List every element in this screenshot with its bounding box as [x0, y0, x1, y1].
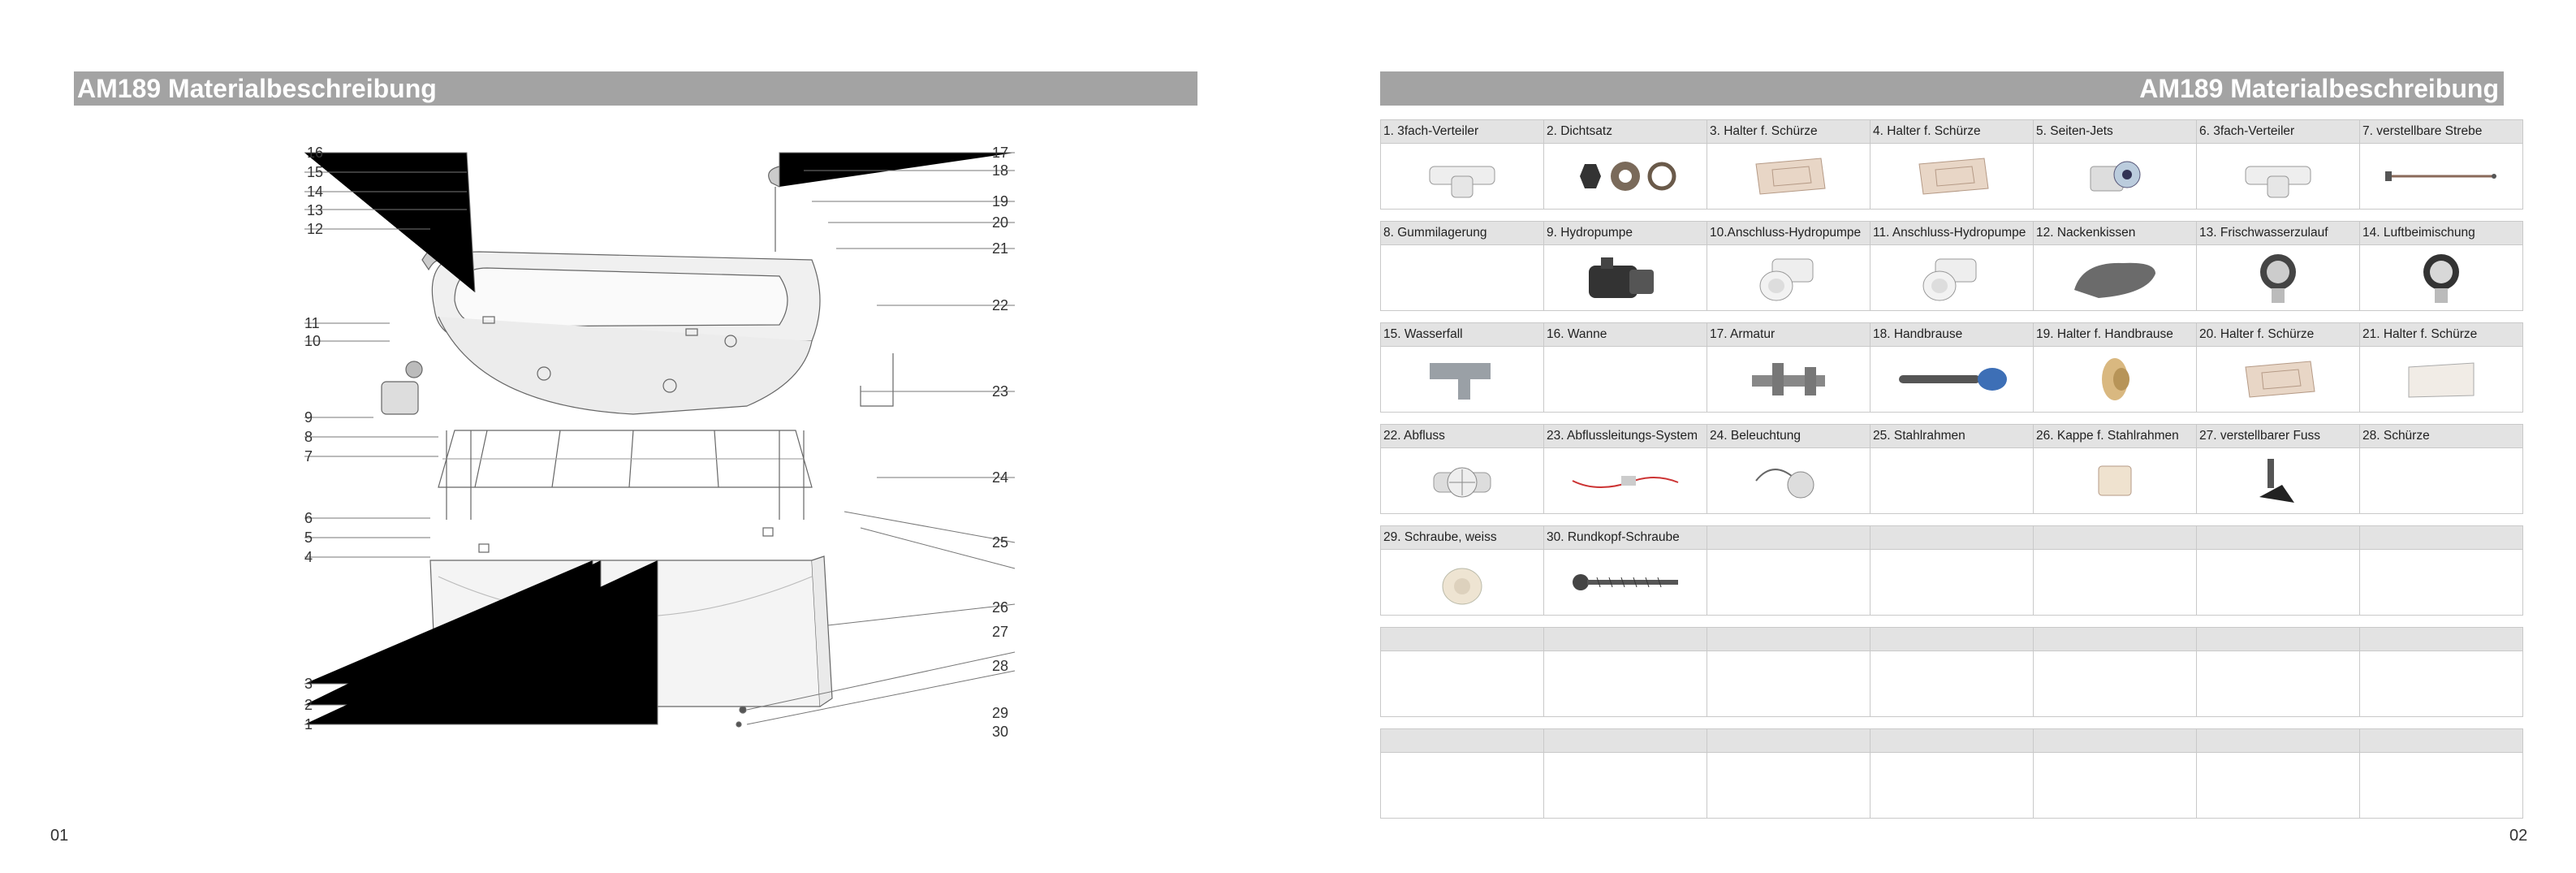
callout-13: 13 — [307, 202, 324, 218]
row-spacer — [2197, 717, 2360, 729]
part-image-cell — [2360, 347, 2523, 413]
part-image-cell — [2360, 144, 2523, 210]
part-image-cell — [2197, 448, 2360, 514]
seal-set-icon — [1544, 156, 1707, 197]
part-label: 7. verstellbare Strebe — [2360, 120, 2523, 144]
part-image-cell — [1871, 550, 2034, 616]
row-spacer — [1544, 210, 1707, 222]
row-spacer — [1871, 413, 2034, 425]
row-spacer — [1871, 717, 2034, 729]
part-image-cell — [2197, 144, 2360, 210]
part-label — [1707, 729, 1871, 753]
row-spacer — [2197, 210, 2360, 222]
callout-26: 26 — [992, 599, 1009, 616]
part-label: 2. Dichtsatz — [1544, 120, 1707, 144]
row-spacer — [1381, 514, 1544, 526]
part-image-cell — [1871, 448, 2034, 514]
part-image-cell — [1544, 144, 1707, 210]
row-spacer — [2197, 311, 2360, 323]
part-image-cell — [1381, 448, 1544, 514]
row-spacer — [1871, 514, 2034, 526]
callout-28: 28 — [992, 658, 1009, 674]
row-spacer — [1544, 413, 1707, 425]
row-spacer — [1381, 616, 1544, 628]
air-mixer-icon — [2360, 249, 2522, 306]
neck-pillow-icon — [2034, 253, 2196, 302]
callout-21: 21 — [992, 240, 1009, 257]
part-image-cell — [2034, 245, 2197, 311]
part-label: 21. Halter f. Schürze — [2360, 323, 2523, 347]
callout-15: 15 — [307, 164, 324, 180]
part-image-cell — [2197, 550, 2360, 616]
part-label: 10.Anschluss-Hydropumpe — [1707, 222, 1871, 245]
part-label — [2360, 729, 2523, 753]
apron-holder-icon — [1871, 152, 2033, 201]
part-label — [1871, 526, 2034, 550]
part-image-cell — [1381, 245, 1544, 311]
part-label: 16. Wanne — [1544, 323, 1707, 347]
row-spacer — [1544, 717, 1707, 729]
part-label — [2360, 628, 2523, 651]
part-image-cell — [1707, 448, 1871, 514]
part-label: 4. Halter f. Schürze — [1871, 120, 2034, 144]
row-spacer — [1707, 616, 1871, 628]
exploded-bathtub-diagram — [292, 138, 1023, 755]
row-spacer — [2360, 717, 2523, 729]
part-image-cell — [2034, 144, 2197, 210]
row-spacer — [1871, 210, 2034, 222]
pump-connector-icon — [1707, 249, 1870, 306]
part-label — [2034, 628, 2197, 651]
part-label — [1381, 628, 1544, 651]
callout-1: 1 — [304, 716, 313, 733]
part-label: 28. Schürze — [2360, 425, 2523, 448]
part-image-cell — [2360, 550, 2523, 616]
callout-8: 8 — [304, 429, 313, 445]
row-spacer — [1381, 311, 1544, 323]
row-spacer — [2034, 311, 2197, 323]
part-label: 14. Luftbeimischung — [2360, 222, 2523, 245]
row-spacer — [1707, 413, 1871, 425]
part-image-cell — [1707, 144, 1871, 210]
row-spacer — [1707, 514, 1871, 526]
part-image-cell — [2034, 550, 2197, 616]
part-image-cell — [1381, 651, 1544, 717]
row-spacer — [2360, 210, 2523, 222]
callout-30: 30 — [992, 724, 1009, 740]
callout-11: 11 — [304, 315, 320, 331]
part-image-cell — [2360, 753, 2523, 819]
adjustable-strut-icon — [2360, 164, 2522, 188]
part-label — [1871, 729, 2034, 753]
part-image-cell — [2034, 347, 2197, 413]
part-label: 3. Halter f. Schürze — [1707, 120, 1871, 144]
callout-20: 20 — [992, 214, 1009, 231]
part-image-cell — [1707, 753, 1871, 819]
callout-2: 2 — [304, 697, 313, 713]
white-screw-icon — [1381, 554, 1543, 611]
part-label: 27. verstellbarer Fuss — [2197, 425, 2360, 448]
callout-16: 16 — [307, 145, 324, 161]
parts-table — [1380, 119, 2523, 819]
drain-system-icon — [1544, 465, 1707, 497]
part-image-cell — [2360, 245, 2523, 311]
shower-holder-icon — [2034, 351, 2196, 408]
row-spacer — [1544, 514, 1707, 526]
part-image-cell — [1381, 347, 1544, 413]
callout-27: 27 — [992, 624, 1009, 640]
callout-17: 17 — [992, 145, 1009, 161]
row-spacer — [2034, 413, 2197, 425]
callout-14: 14 — [307, 184, 324, 200]
part-image-cell — [1544, 347, 1707, 413]
row-spacer — [1544, 616, 1707, 628]
callout-10: 10 — [304, 333, 321, 349]
callout-4: 4 — [304, 549, 313, 565]
part-label — [2197, 526, 2360, 550]
part-label — [1707, 526, 1871, 550]
pump-connector-icon — [1871, 249, 2033, 306]
row-spacer — [1707, 717, 1871, 729]
callout-9: 9 — [304, 409, 313, 426]
part-label — [1544, 628, 1707, 651]
part-label — [1544, 729, 1707, 753]
callout-23: 23 — [992, 383, 1009, 400]
row-spacer — [1381, 717, 1544, 729]
callout-24: 24 — [992, 469, 1009, 486]
water-inlet-icon — [2197, 249, 2359, 306]
part-image-cell — [2197, 245, 2360, 311]
callout-6: 6 — [304, 510, 313, 526]
part-image-cell — [1381, 753, 1544, 819]
row-spacer — [2034, 717, 2197, 729]
part-label: 6. 3fach-Verteiler — [2197, 120, 2360, 144]
row-spacer — [1871, 311, 2034, 323]
part-image-cell — [1871, 651, 2034, 717]
callout-7: 7 — [304, 448, 313, 465]
callout-5: 5 — [304, 529, 313, 546]
part-label — [1381, 729, 1544, 753]
part-image-cell — [1381, 144, 1544, 210]
row-spacer — [1707, 210, 1871, 222]
frame-cap-icon — [2034, 456, 2196, 505]
part-image-cell — [2197, 651, 2360, 717]
callout-22: 22 — [992, 297, 1009, 313]
part-label — [2197, 729, 2360, 753]
hand-shower-icon — [1871, 359, 2033, 400]
part-label: 22. Abfluss — [1381, 425, 1544, 448]
part-image-cell — [1707, 550, 1871, 616]
page-title-right: AM189 Materialbeschreibung — [1380, 71, 2504, 106]
faucet-icon — [1707, 355, 1870, 404]
row-spacer — [2197, 413, 2360, 425]
page-title-left: AM189 Materialbeschreibung — [74, 71, 1197, 106]
side-jet-icon — [2034, 152, 2196, 201]
t-connector-icon — [1381, 152, 1543, 201]
row-spacer — [2360, 616, 2523, 628]
part-label: 24. Beleuchtung — [1707, 425, 1871, 448]
part-label — [2034, 526, 2197, 550]
row-spacer — [2034, 616, 2197, 628]
page-number-left: 01 — [50, 827, 69, 845]
part-image-cell — [1544, 550, 1707, 616]
part-label: 29. Schraube, weiss — [1381, 526, 1544, 550]
part-label — [2197, 628, 2360, 651]
callout-19: 19 — [992, 193, 1009, 210]
apron-clip-icon — [2360, 355, 2522, 404]
row-spacer — [2197, 514, 2360, 526]
part-image-cell — [1707, 347, 1871, 413]
part-image-cell — [2034, 753, 2197, 819]
row-spacer — [1544, 311, 1707, 323]
callout-3: 3 — [304, 676, 313, 692]
pump-icon — [1544, 249, 1707, 306]
part-label: 1. 3fach-Verteiler — [1381, 120, 1544, 144]
drain-icon — [1381, 456, 1543, 505]
part-image-cell — [1871, 144, 2034, 210]
part-label: 13. Frischwasserzulauf — [2197, 222, 2360, 245]
part-image-cell — [1871, 347, 2034, 413]
part-image-cell — [2197, 753, 2360, 819]
part-image-cell — [1544, 448, 1707, 514]
part-label: 30. Rundkopf-Schraube — [1544, 526, 1707, 550]
t-connector-icon — [2197, 152, 2359, 201]
part-label — [1871, 628, 2034, 651]
part-image-cell — [2360, 448, 2523, 514]
part-image-cell — [1381, 550, 1544, 616]
part-label: 11. Anschluss-Hydropumpe — [1871, 222, 2034, 245]
part-label — [2034, 729, 2197, 753]
round-head-screw-icon — [1544, 566, 1707, 599]
row-spacer — [2360, 311, 2523, 323]
page-number-right: 02 — [2509, 827, 2528, 845]
light-icon — [1707, 456, 1870, 505]
row-spacer — [1707, 311, 1871, 323]
part-image-cell — [1707, 651, 1871, 717]
part-image-cell — [2197, 347, 2360, 413]
part-label — [2360, 526, 2523, 550]
part-image-cell — [2034, 651, 2197, 717]
row-spacer — [2034, 514, 2197, 526]
row-spacer — [2034, 210, 2197, 222]
part-label: 5. Seiten-Jets — [2034, 120, 2197, 144]
callout-18: 18 — [992, 162, 1009, 179]
part-image-cell — [1707, 245, 1871, 311]
part-label: 19. Halter f. Handbrause — [2034, 323, 2197, 347]
part-label: 15. Wasserfall — [1381, 323, 1544, 347]
row-spacer — [2360, 413, 2523, 425]
part-image-cell — [1871, 245, 2034, 311]
row-spacer — [1381, 210, 1544, 222]
part-label: 23. Abflussleitungs-System — [1544, 425, 1707, 448]
part-label: 8. Gummilagerung — [1381, 222, 1544, 245]
row-spacer — [2197, 616, 2360, 628]
row-spacer — [2360, 514, 2523, 526]
apron-holder-icon — [2197, 355, 2359, 404]
part-image-cell — [1544, 753, 1707, 819]
apron-holder-icon — [1707, 152, 1870, 201]
part-image-cell — [2360, 651, 2523, 717]
part-label: 17. Armatur — [1707, 323, 1871, 347]
row-spacer — [1871, 616, 2034, 628]
part-image-cell — [1544, 651, 1707, 717]
waterfall-icon — [1381, 355, 1543, 404]
callout-29: 29 — [992, 705, 1009, 721]
part-label — [1707, 628, 1871, 651]
callout-12: 12 — [307, 221, 324, 237]
part-label: 12. Nackenkissen — [2034, 222, 2197, 245]
part-image-cell — [1871, 753, 2034, 819]
part-label: 25. Stahlrahmen — [1871, 425, 2034, 448]
part-label: 18. Handbrause — [1871, 323, 2034, 347]
part-image-cell — [1544, 245, 1707, 311]
adjustable-foot-icon — [2197, 452, 2359, 509]
part-label: 9. Hydropumpe — [1544, 222, 1707, 245]
part-label: 26. Kappe f. Stahlrahmen — [2034, 425, 2197, 448]
part-label: 20. Halter f. Schürze — [2197, 323, 2360, 347]
part-image-cell — [2034, 448, 2197, 514]
row-spacer — [1381, 413, 1544, 425]
callout-25: 25 — [992, 534, 1009, 551]
